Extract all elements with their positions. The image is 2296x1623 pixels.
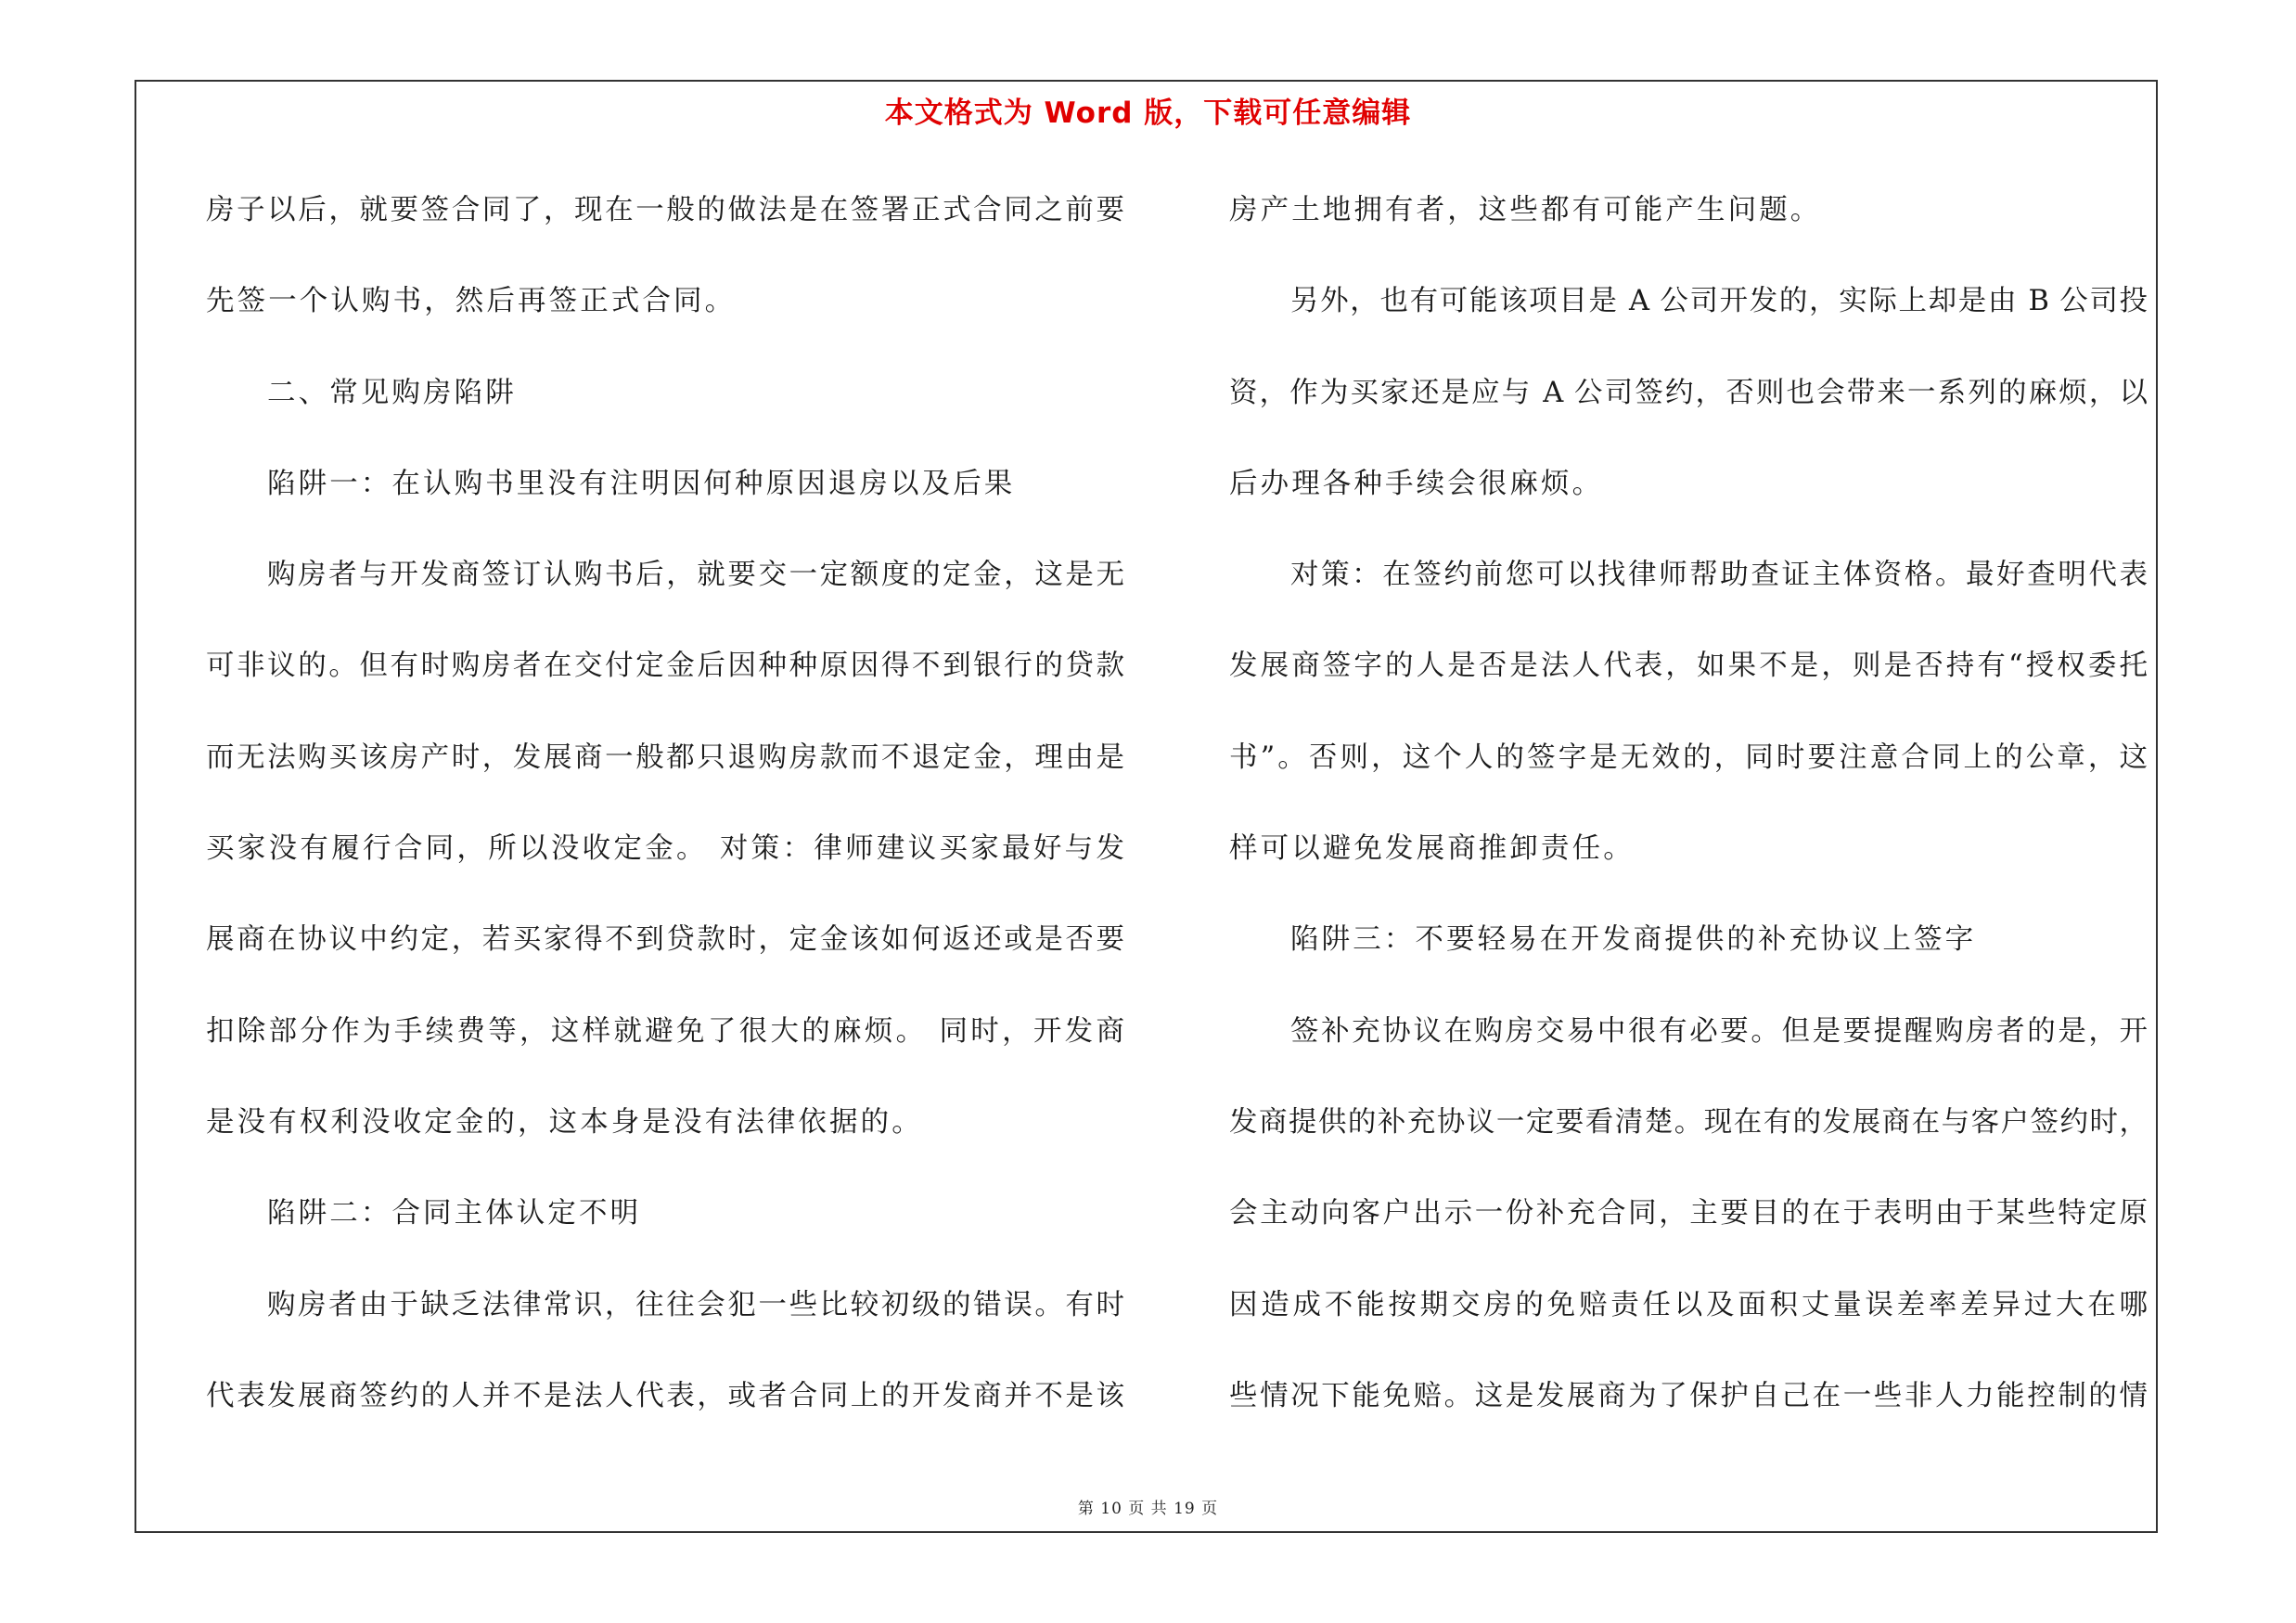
text-line: 房产土地拥有者，这些都有可能产生问题。: [1229, 194, 1822, 226]
text-line: 会主动向客户出示一份补充合同，主要目的在于表明由于某些特定原: [1229, 1197, 2148, 1230]
text-line: 后办理各种手续会很麻烦。: [1229, 467, 1604, 500]
left-text-column: [206, 182, 1124, 1459]
text-line: 代表发展商签约的人并不是法人代表，或者合同上的开发商并不是该: [206, 1379, 1124, 1412]
text-line: 购房者与开发商签订认购书后，就要交一定额度的定金，这是无: [267, 559, 1124, 592]
text-line: 些情况下能免赔。这是发展商为了保护自己在一些非人力能控制的情: [1229, 1379, 2148, 1412]
text-line: 可非议的。但有时购房者在交付定金后因种种原因得不到银行的贷款: [206, 650, 1124, 683]
text-line: 购房者由于缺乏法律常识，往往会犯一些比较初级的错误。有时: [267, 1288, 1124, 1321]
text-line: 因造成不能按期交房的免赔责任以及面积丈量误差率差异过大在哪: [1229, 1288, 2148, 1321]
text-line: 发展商签字的人是否是法人代表，如果不是，则是否持有“授权委托: [1229, 650, 2148, 683]
text-line: 对策：在签约前您可以找律师帮助查证主体资格。最好查明代表: [1290, 559, 2148, 592]
text-line: 陷阱三：不要轻易在开发商提供的补充协议上签字: [1290, 923, 1977, 957]
text-line: 陷阱二：合同主体认定不明: [267, 1197, 642, 1230]
text-line: 陷阱一：在认购书里没有注明因何种原因退房以及后果: [267, 467, 1016, 500]
text-line: 是没有权利没收定金的，这本身是没有法律依据的。: [206, 1105, 923, 1139]
text-line: 书”。否则，这个人的签字是无效的，同时要注意合同上的公章，这: [1229, 741, 2148, 774]
right-text-column: [1229, 182, 2148, 1459]
text-line: 签补充协议在购房交易中很有必要。但是要提醒购房者的是，开: [1290, 1014, 2148, 1048]
text-line: 二、常见购房陷阱: [267, 376, 517, 409]
text-line: 另外，也有可能该项目是 A 公司开发的，实际上却是由 B 公司投: [1290, 285, 2148, 318]
text-line: 展商在协议中约定，若买家得不到贷款时，定金该如何返还或是否要: [206, 923, 1124, 957]
editable-format-banner: 本文格式为 Word 版，下载可任意编辑: [884, 97, 1412, 130]
text-line: 买家没有履行合同，所以没收定金。 对策：律师建议买家最好与发: [206, 832, 1124, 866]
text-line: 发商提供的补充协议一定要看清楚。现在有的发展商在与客户签约时，: [1229, 1105, 2148, 1139]
text-line: 资，作为买家还是应与 A 公司签约，否则也会带来一系列的麻烦，以: [1229, 376, 2148, 409]
page-number-footer: 第 10 页 共 19 页: [1077, 1500, 1219, 1518]
text-line: 而无法购买该房产时，发展商一般都只退购房款而不退定金，理由是: [206, 741, 1124, 774]
text-line: 房子以后，就要签合同了，现在一般的做法是在签署正式合同之前要: [206, 194, 1124, 226]
text-line: 样可以避免发展商推卸责任。: [1229, 832, 1635, 866]
text-line: 扣除部分作为手续费等，这样就避免了很大的麻烦。 同时，开发商: [206, 1014, 1124, 1048]
text-line: 先签一个认购书，然后再签正式合同。: [206, 285, 737, 318]
